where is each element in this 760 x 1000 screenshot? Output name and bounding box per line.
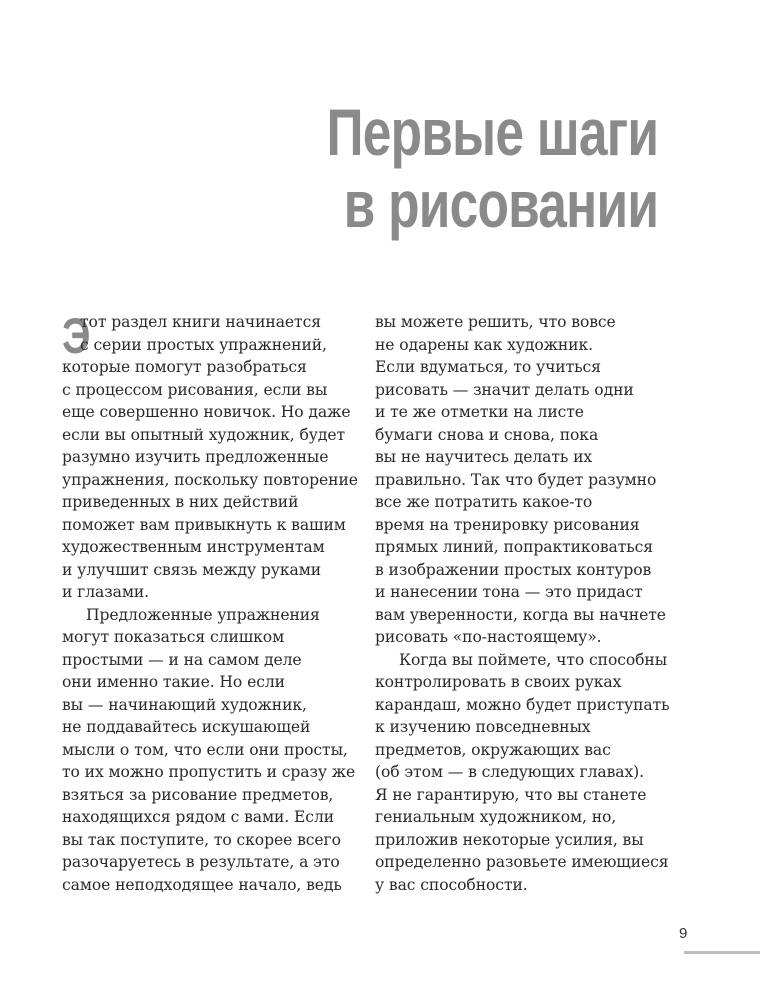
text-line: находящихся рядом с вами. Если — [62, 808, 335, 826]
text-line: приложив некоторые усилия, вы — [375, 830, 644, 849]
text-line: тот раздел книги начинается — [80, 313, 321, 331]
text-line: Я не гарантирую, что вы станете — [375, 785, 647, 804]
text-line: прямых линий, попрактиковаться — [375, 538, 654, 556]
text-line: определенно разовьете имеющиеся — [375, 853, 669, 871]
text-line: с серии простых упражнений, — [80, 335, 327, 354]
text-line: если вы опытный художник, будет — [62, 425, 346, 444]
text-line: поможет вам привыкнуть к вашим — [62, 515, 346, 534]
text-line: контролировать в своих руках — [375, 673, 622, 691]
text-line: правильно. Так что будет разумно — [375, 470, 657, 489]
text-line: упражнения, поскольку повторение — [62, 470, 358, 489]
text-line: вы не научитесь делать их — [375, 448, 593, 466]
text-line: не одарены как художник. — [375, 335, 593, 354]
text-line: взяться за рисование предметов, — [62, 785, 334, 804]
text-line: Предложенные упражнения — [86, 605, 320, 624]
text-line: простыми — и на самом деле — [62, 650, 302, 669]
text-line: время на тренировку рисования — [375, 515, 640, 534]
text-line: они именно такие. Но если — [62, 673, 285, 691]
text-line: и глазами. — [62, 583, 150, 601]
text-line: вы так поступите, то скорее всего — [62, 830, 341, 849]
text-line: к изучению повседневных — [375, 718, 591, 736]
drop-cap: Э — [62, 308, 91, 364]
text-line: то их можно пропустить и сразу же — [62, 763, 356, 781]
text-line: (об этом — в следующих главах). — [375, 763, 644, 781]
text-line: еще совершенно новичок. Но даже — [62, 403, 351, 421]
text-line: с процессом рисования, если вы — [62, 380, 328, 399]
text-line: в изображении простых контуров — [375, 560, 652, 579]
text-line: предметов, окружающих вас — [375, 740, 611, 759]
text-line: вы можете решить, что вовсе — [375, 313, 616, 331]
text-line: самое неподходящее начало, ведь — [62, 875, 342, 894]
footer-rule — [684, 951, 760, 954]
text-line: рисовать «по-настоящему». — [375, 628, 602, 646]
text-line: и нанесении тона — это придаст — [375, 583, 643, 601]
text-line: и улучшит связь между руками — [62, 560, 322, 579]
text-line: и те же отметки на листе — [375, 403, 584, 421]
text-line: вы — начинающий художник, — [62, 695, 307, 714]
page-number: 9 — [679, 925, 688, 942]
text-line: карандаш, можно будет приступать — [375, 695, 670, 714]
text-line: художественным инструментам — [62, 538, 325, 556]
chapter-title-line-1: Первые шаги — [326, 95, 658, 169]
text-line: могут показаться слишком — [62, 628, 285, 646]
text-line: у вас способности. — [375, 875, 528, 894]
text-line: гениальным художником, но, — [375, 808, 617, 826]
chapter-title — [326, 96, 658, 240]
left-text-column — [62, 308, 358, 896]
text-line: мысли о том, что если они просты, — [62, 740, 348, 759]
text-line: все же потратить какое-то — [375, 493, 593, 511]
text-line: Если вдуматься, то учиться — [375, 358, 601, 376]
right-text-column — [375, 311, 670, 896]
chapter-title-line-2: в рисовании — [343, 167, 658, 241]
text-line: разумно изучить предложенные — [62, 448, 329, 466]
text-line: которые помогут разобраться — [62, 358, 307, 376]
text-line: вам уверенности, когда вы начнете — [375, 605, 666, 624]
text-line: Когда вы поймете, что способны — [399, 650, 668, 669]
text-line: разочаруетесь в результате, а это — [62, 853, 340, 871]
text-line: не поддавайтесь искушающей — [62, 718, 311, 736]
text-line: приведенных в них действий — [62, 493, 299, 511]
text-line: бумаги снова и снова, пока — [375, 425, 599, 444]
text-line: рисовать — значит делать одни — [375, 380, 634, 399]
